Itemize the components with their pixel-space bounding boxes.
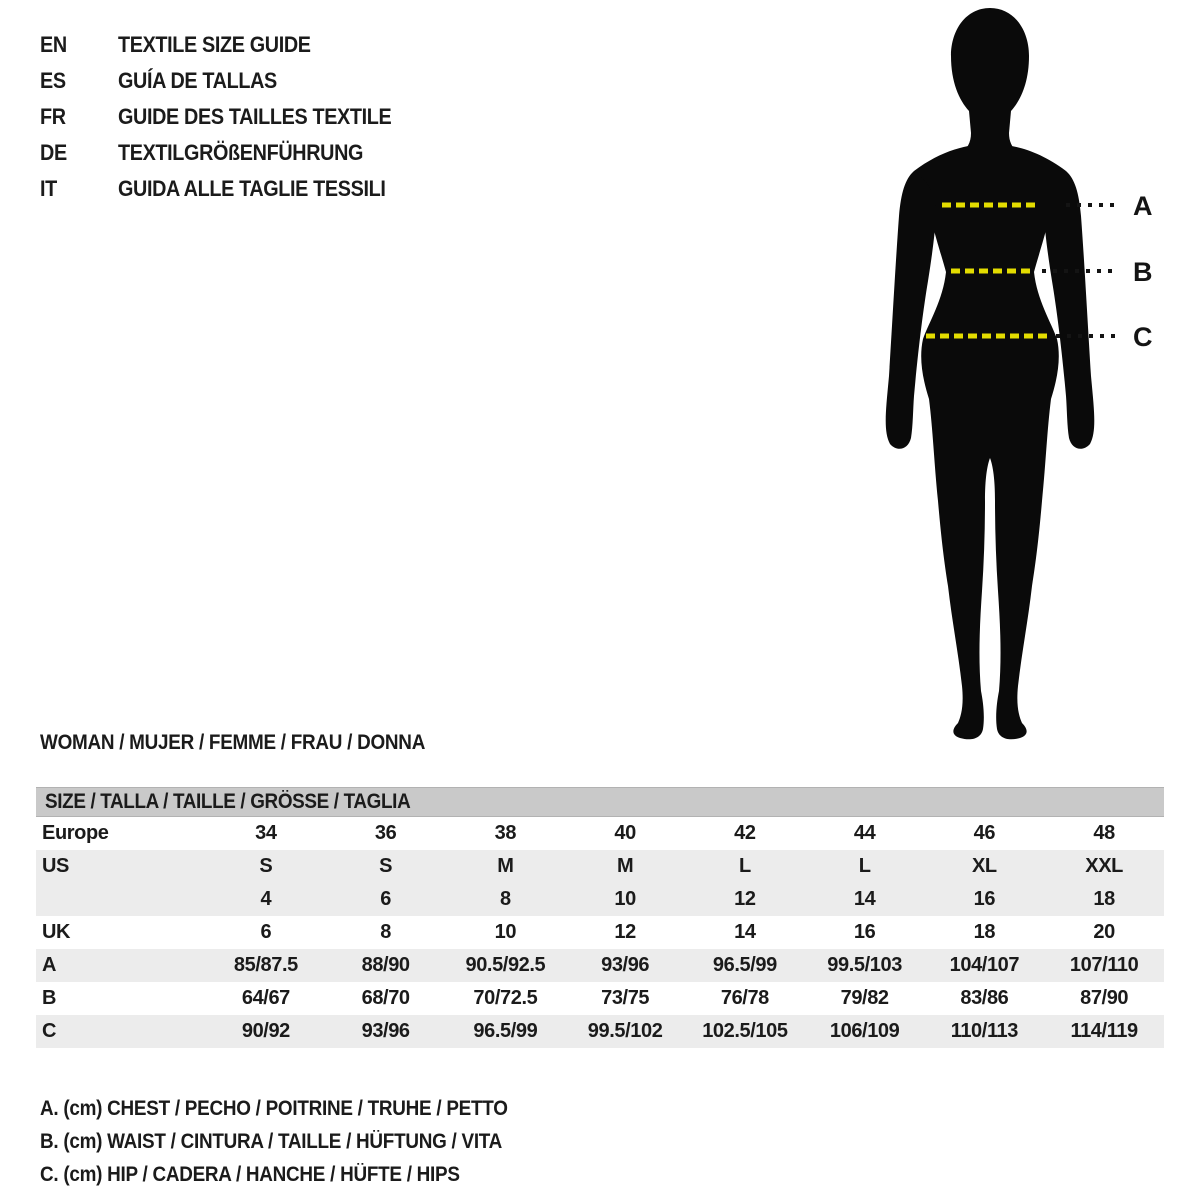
table-cell: 104/107 [949,954,1020,976]
table-cell: 106/109 [829,1020,900,1042]
table-cell: 6 [260,921,272,943]
table-cell: 4 [260,888,272,910]
row-label: UK [42,921,71,943]
table-cell: 18 [1093,888,1115,910]
size-table-header [36,787,1164,817]
legend-line-a: A. (cm) CHEST / PECHO / POITRINE / TRUHE / PETTO [40,1097,508,1120]
table-cell: XXL [1085,855,1123,877]
table-cell: 90/92 [241,1020,290,1042]
table-row [36,1015,1164,1048]
table-cell: 64/67 [241,987,290,1009]
table-cell: 110/113 [950,1020,1019,1042]
table-cell: 107/110 [1069,954,1139,976]
table-cell: 44 [853,822,876,844]
section-title [40,731,468,755]
table-cell: 18 [973,921,996,943]
lang-row-es [40,63,422,99]
table-cell: 90.5/92.5 [465,954,546,976]
table-cell: S [259,855,273,877]
table-cell: 68/70 [361,987,410,1009]
table-cell: 87/90 [1080,987,1129,1009]
table-cell: 93/96 [361,1020,410,1042]
section-title-text: WOMAN / MUJER / FEMME / FRAU / DONNA [40,731,426,754]
size-table-body [36,817,1164,1048]
table-cell: L [858,855,871,877]
table-cell: 34 [255,822,277,844]
row-label: Europe [42,822,109,844]
table-cell: 40 [614,822,636,844]
table-row [36,883,1164,916]
table-cell: 99.5/103 [827,954,902,976]
table-cell: 36 [374,822,397,844]
row-label [36,883,206,916]
lang-title: TEXTILE SIZE GUIDE [118,32,311,57]
lang-row-fr [40,99,422,135]
table-cell: 46 [973,822,996,844]
table-cell: 93/96 [601,954,650,976]
lang-row-de [40,135,422,171]
lang-row-en [40,27,422,63]
table-cell: XL [971,855,997,877]
lang-code: FR [40,104,66,129]
table-cell: 42 [734,822,756,844]
table-cell: 16 [973,888,996,910]
table-cell: 96.5/99 [712,954,777,976]
table-row [36,982,1164,1015]
lang-code: EN [40,32,67,57]
lang-code: DE [40,140,67,165]
table-cell: 12 [734,888,756,910]
lang-title: GUIDA ALLE TAGLIE TESSILI [118,176,386,201]
table-cell: 114/119 [1070,1020,1138,1042]
table-cell: 8 [380,921,391,943]
table-cell: 83/86 [960,987,1009,1009]
table-cell: L [738,855,751,877]
size-table [36,787,1164,1048]
table-cell: 76/78 [720,987,769,1009]
table-cell: 8 [500,888,511,910]
row-label: B [42,987,57,1009]
table-cell: 14 [853,888,876,910]
measurement-figure [850,0,1200,745]
lang-title: GUÍA DE TALLAS [118,68,277,93]
size-table-header-text: SIZE / TALLA / TAILLE / GRÖSSE / TAGLIA [45,790,411,813]
table-cell: 79/82 [840,987,889,1009]
table-row [36,850,1164,883]
table-cell: 16 [853,921,876,943]
measure-label-b: B [1133,257,1153,287]
table-row [36,817,1164,850]
table-cell: 102.5/105 [702,1020,788,1042]
table-cell: 85/87.5 [233,954,298,976]
table-row [36,916,1164,949]
table-cell: M [616,855,634,877]
table-cell: 10 [614,888,636,910]
table-cell: M [497,855,514,877]
lang-title: TEXTILGRÖßENFÜHRUNG [118,140,364,165]
table-cell: 88/90 [361,954,410,976]
measure-label-c: C [1133,322,1153,352]
table-cell: 12 [614,921,636,943]
table-cell: 6 [380,888,391,910]
table-cell: 10 [494,921,517,943]
row-label: C [42,1020,57,1042]
row-label: A [42,954,57,976]
lang-code: IT [40,176,57,201]
table-cell: 20 [1093,921,1115,943]
table-cell: S [379,855,393,877]
lang-row-it [40,171,422,207]
table-cell: 14 [734,921,756,943]
woman-silhouette [886,8,1095,739]
table-row [36,949,1164,982]
language-title-block [40,27,422,207]
table-cell: 73/75 [601,987,650,1009]
table-cell: 96.5/99 [473,1020,538,1042]
table-cell: 99.5/102 [587,1020,663,1042]
row-label: US [42,855,69,877]
woman-silhouette-svg [850,0,1200,745]
legend-line-c: C. (cm) HIP / CADERA / HANCHE / HÜFTE / HIPS [40,1163,460,1186]
table-cell: 38 [494,822,517,844]
measure-legend [40,1092,560,1191]
table-cell: 48 [1093,822,1115,844]
lang-code: ES [40,68,66,93]
measure-label-a: A [1133,191,1153,221]
legend-line-b: B. (cm) WAIST / CINTURA / TAILLE / HÜFTUNG / VITA [40,1130,503,1153]
lang-title: GUIDE DES TAILLES TEXTILE [118,104,392,129]
table-cell: 70/72.5 [473,987,538,1009]
